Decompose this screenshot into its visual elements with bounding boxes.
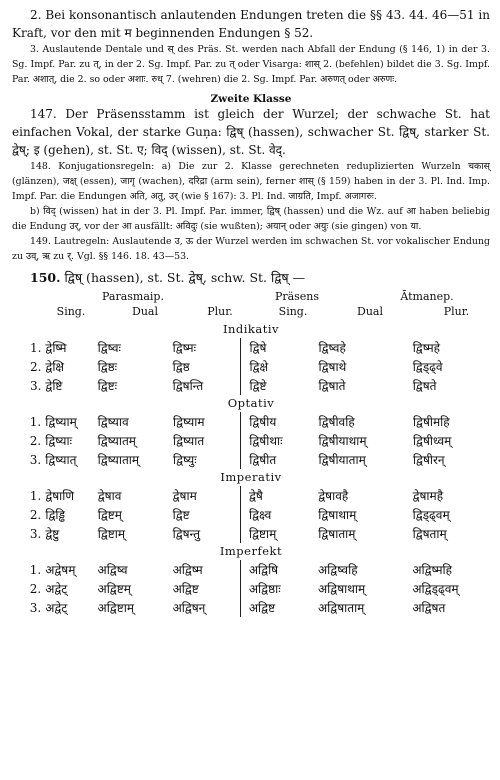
verb-form: अद्विष्महि [412,563,452,577]
verb-form: अद्विष्टम् [97,582,131,596]
col-label: Sing. [56,305,86,318]
verb-form: अद्विषाथाम् [318,582,366,596]
paradigm-table [20,412,490,469]
paradigm-row [20,357,490,376]
verb-form: द्वेषै [249,489,263,503]
paradigm-table [20,486,490,543]
verb-form: द्विष्टः [97,379,118,393]
person-number: 3. [29,600,42,615]
verb-form: द्विषाथे [318,360,347,374]
paradigm-row [20,524,490,543]
verb-form: द्विक्षे [249,360,269,374]
verb-form: अद्विष्ट [173,579,241,598]
mood-heading: Indikativ [222,322,280,336]
verb-form: द्वेष्टि [45,379,63,393]
paradigm-row [20,450,490,469]
person-number: 1. [29,414,42,429]
person-number: 3. [29,452,42,467]
verb-form: अद्वेट् [45,601,68,615]
verb-form: अद्विड्ढ्वम् [412,582,459,596]
verb-form: अद्विष्व [97,563,128,577]
verb-form: द्वेष्टु [45,527,60,541]
number-header [12,305,490,321]
voice-header [12,290,490,305]
verb-form: द्विषीथाः [249,434,283,448]
verb-form: द्विषते [412,379,437,393]
verb-form: अद्विष्म [173,560,241,579]
verb-form: द्विषाताम् [318,527,356,541]
person-number: 1. [29,488,42,503]
col-label: Sing. [278,305,308,318]
verb-form: द्विष्युः [173,450,241,469]
verb-form: द्विष्याः [45,434,72,448]
verb-form: द्विषीय [249,415,277,429]
person-number: 1. [29,340,42,355]
verb-form: अद्विषन् [173,598,241,617]
verb-form: अद्विषाताम् [318,601,365,615]
paradigm-row [20,431,490,450]
verb-form: द्विषाते [318,379,346,393]
verb-form: अद्विषत [412,601,446,615]
verb-form: द्वेषामहै [412,489,444,503]
verb-form: द्वेष्मि [45,341,67,355]
paragraph-148b: b) विद् (wissen) hat in der 3. Pl. Impf. Par. immer, द्विष् (hassen) und die Wz. auf आ haben beliebig die Endung उर्, vor der आ ausfällt: अविदुः (sie wußten); अयान् oder अयुः (sie gingen) von या. [12,206,490,232]
mood-heading: Imperfekt [219,544,283,558]
verb-form: अद्विष्वहि [318,563,358,577]
verb-form: अद्वेट् [45,582,68,596]
verb-form: द्विष्यातम् [97,434,136,448]
verb-form: द्विक्ष्व [249,508,272,522]
col-label: Plur. [443,305,470,318]
person-number: 3. [29,526,42,541]
verb-form: द्वेक्षि [45,360,65,374]
paragraph-150-text: द्विष् (hassen), st. St. द्वेष्, schw. St. द्विष् — [64,270,306,285]
paradigm-row [20,560,490,579]
paradigm-row [20,376,490,395]
person-number: 2. [29,433,42,448]
verb-form: अद्विष्टाम् [97,601,134,615]
verb-form: द्वेषाणि [45,489,75,503]
paragraph-149: 149. Lautregeln: Auslautende उ, ऊ der Wurzel werden im schwachen St. vor vokalischer Endung zu उव्, ऋ zu र्. Vgl. §§ 146. 18. 43—53. [12,236,490,262]
verb-form: द्वेषाम [173,486,241,505]
verb-form: द्विष्टाम् [249,527,277,541]
person-number: 2. [29,581,42,596]
verb-form: द्विष्याव [97,415,129,429]
paragraph-150-number: 150. [30,270,61,285]
verb-form: द्विषीमहि [412,415,450,429]
person-number: 1. [29,562,42,577]
col-label: Dual [132,305,158,318]
paradigm-row [20,486,490,505]
paragraph-2: 2. Bei konsonantisch anlautenden Endungen treten die §§ 43. 44. 46—51 in Kraft, vor den mit म beginnenden Endungen § 52. [12,8,490,40]
verb-form: अद्विष्ठाः [248,582,281,596]
verb-form: द्विड्ढि [45,508,65,522]
verb-form: द्विष्ठः [97,360,118,374]
mood-heading: Imperativ [220,470,282,484]
verb-form: अद्वेषम् [45,563,76,577]
col-label: Plur. [207,305,233,318]
voice-atmanepada: Ātmanep. [400,290,454,303]
verb-form: अद्विष्ट [248,601,276,615]
verb-form: द्विष्याताम् [97,453,140,467]
verb-form: द्वेषावहै [318,489,349,503]
paradigm-table [20,560,490,617]
verb-form: द्विषीध्वम् [412,434,452,448]
verb-form: द्विष्महे [412,341,441,355]
verb-form: द्विष्याम [173,412,241,431]
col-label: Dual [357,305,383,318]
verb-form: द्विष्ट [173,505,241,524]
paragraph-3: 3. Auslautende Dentale und स् des Präs. St. werden nach Abfall der Endung (§ 146, 1) in der 3. Sg. Impf. Par. zu त्, in der 2. Sg. Impf. Par. zu त् oder Visarga: शास् 2. (befehlen) bildet die 3. Sg. Impf. Par. अशात्, die 2. so oder अशाः. रुध् 7. (wehren) die 2. Sg. Impf. Par. अरुणत् oder अरुणः. [12,44,490,85]
paradigm-row [20,412,490,431]
verb-form: द्विषीत [249,453,277,467]
verb-form: द्विष्वहे [318,341,346,355]
verb-form: द्विषताम् [412,527,447,541]
paradigm-row [20,579,490,598]
verb-form: द्विषीवहि [318,415,355,429]
paragraph-147: 147. Der Präsensstamm ist gleich der Wurzel; der schwache St. hat einfachen Vokal, der starke Guṇa: द्विष् (hassen), schwacher St. द्विष्, starker St. द्वेष्; इ (gehen), st. St. ए; विद् (wissen), st. St. वेद्. [12,107,490,157]
verb-form: द्विषन्ति [173,376,241,395]
section-title: Zweite Klasse [210,93,292,105]
paradigm-row [20,598,490,617]
verb-form: द्विष्याम् [45,415,77,429]
voice-parasmaipada: Parasmaip. [102,290,164,303]
paradigm-row [20,505,490,524]
verb-form: द्विष्टम् [97,508,122,522]
tense-present: Präsens [274,290,320,303]
verb-form: द्विष्वः [97,341,121,355]
verb-form: द्विष्टाम् [97,527,126,541]
paragraph-148a: 148. Konjugationsregeln: a) Die zur 2. Klasse gerechneten reduplizierten Wurzeln चकास् (glänzen), जक्ष् (essen), जागृ (wachen), दरिद्रा (arm sein), ferner शास् (§ 159) haben in der 3. Pl. Ind. Imp. Impf. Par. die Endungen अति, अतु, उर् (wie § 167): 3. Pl. Ind. जाग्रति, Impf. अजागरुः. [12,161,490,202]
verb-form: द्विषन्तु [173,524,241,543]
verb-form: द्विषाथाम् [318,508,357,522]
verb-form: द्विष्यात् [45,453,77,467]
paradigm-tables [12,321,490,617]
verb-form: द्वेषाव [97,489,122,503]
paradigm-row [20,338,490,357]
verb-form: द्विष्यात [173,431,241,450]
verb-form: अद्विषि [248,563,279,577]
verb-form: द्विषे [249,341,267,355]
verb-form: द्विड्ढ्वे [412,360,443,374]
verb-form: द्विड्ढ्वम् [412,508,450,522]
person-number: 3. [29,378,42,393]
person-number: 2. [29,359,42,374]
paragraph-150-heading [30,269,490,286]
person-number: 2. [29,507,42,522]
verb-form: द्विषीयाथाम् [318,434,367,448]
verb-form: द्विष्ठ [173,357,241,376]
verb-form: द्विषीयाताम् [318,453,366,467]
verb-form: द्विषीरन् [412,453,445,467]
mood-heading: Optativ [227,396,275,410]
paradigm-table [20,338,490,395]
verb-form: द्विष्टे [249,379,267,393]
verb-form: द्विष्मः [173,338,241,357]
